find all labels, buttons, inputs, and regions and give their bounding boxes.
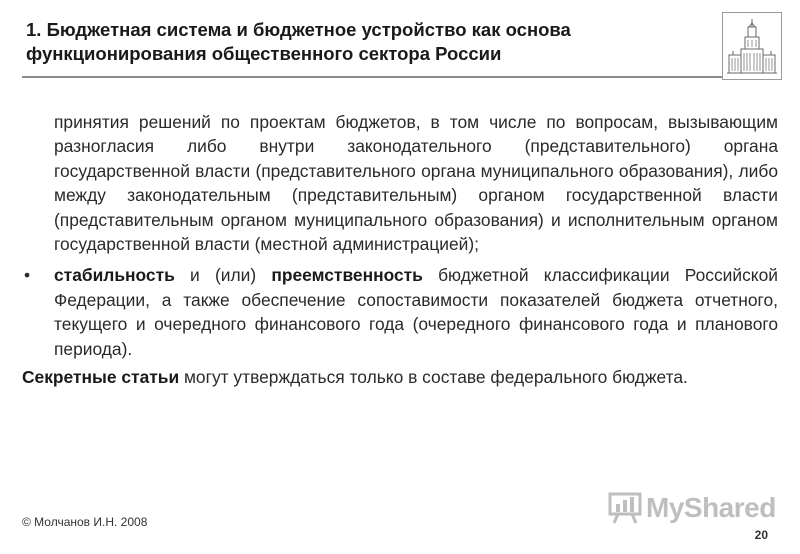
bullet-rest: бюджетной классификации Российской Федерации, а также обеспечение сопоставимости показателей бюджета отчетного, текущего и очередного финансового года (очередного финансового года и планового периода).	[54, 265, 778, 359]
bullet-text	[54, 263, 778, 361]
bullet-marker: •	[24, 265, 31, 286]
title-line-1: 1. Бюджетная система и бюджетное устройство как основа	[26, 19, 571, 40]
title-line-2: функционирования общественного сектора России	[26, 43, 502, 64]
page-number: 20	[754, 528, 768, 542]
secret-rest: могут утверждаться только в составе федерального бюджета.	[179, 367, 688, 388]
slide-body	[22, 110, 778, 389]
bold-term-stability: стабильность	[54, 265, 175, 286]
presentation-board-icon	[608, 492, 642, 524]
continuation-paragraph: принятия решений по проектам бюджетов, в том числе по вопросам, вызывающим разногласия либо внутри законодательного (представительного) органа государственной власти (представительного органа муниципального образования), либо между законодательным (представительным) органом государственной власти (представительным органом муниципального образования) и исполнительным органом государственной власти (местной администрацией);	[54, 112, 778, 255]
myshared-watermark	[608, 488, 776, 528]
bold-term-continuity: преемственность	[271, 265, 423, 286]
watermark-text: MyShared	[646, 492, 776, 523]
bullet-item	[22, 263, 778, 361]
title-divider	[22, 76, 722, 78]
university-logo	[722, 12, 782, 80]
slide-title	[26, 18, 666, 66]
bold-term-secret: Секретные статьи	[22, 367, 180, 388]
msu-building-icon	[723, 13, 781, 79]
bullet-connector: и (или)	[174, 265, 272, 286]
footer-author: © Молчанов И.Н. 2008	[22, 515, 148, 529]
secret-articles-paragraph	[22, 365, 778, 389]
